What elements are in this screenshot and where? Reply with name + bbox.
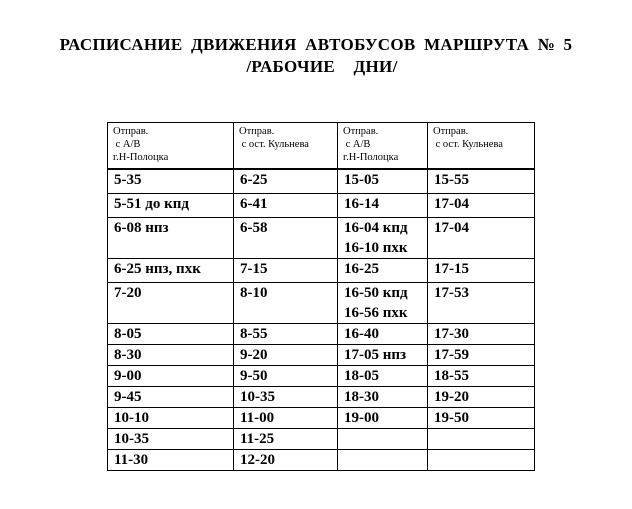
time-cell [338,194,428,218]
time-cell [428,387,535,408]
departure-time: 8-55 [240,326,268,342]
departure-time: 18-30 [344,389,379,405]
header-text: с ост. Кульнева [239,139,309,150]
departure-time: 6-25 нпз, пхк [114,261,201,277]
time-cell [338,324,428,345]
time-cell [338,218,428,259]
time-cell [428,283,535,324]
table-row [108,408,535,429]
table-row [108,218,535,259]
time-cell [428,345,535,366]
departure-time: 17-53 [434,285,469,301]
schedule-title [0,34,632,78]
time-cell [338,429,428,450]
time-cell [338,366,428,387]
time-cell [338,283,428,324]
departure-time: 9-50 [240,368,268,384]
departure-time: 6-25 [240,172,268,188]
header-text: Отправ. [343,126,379,137]
table-row [108,387,535,408]
table-row [108,169,535,194]
time-cell [338,450,428,471]
time-cell [108,387,234,408]
departure-time: 16-10 пхк [344,240,408,256]
departure-time: 10-10 [114,410,149,426]
time-cell [428,259,535,283]
table-row [108,450,535,471]
header-text: с А/В [343,139,371,150]
time-cell [338,345,428,366]
time-cell [338,169,428,194]
departure-time: 6-41 [240,196,268,212]
header-text: Отправ. [433,126,469,137]
departure-time: 17-15 [434,261,469,277]
departure-time: 16-40 [344,326,379,342]
departure-time: 15-55 [434,172,469,188]
time-cell [338,259,428,283]
table-row [108,345,535,366]
time-cell [108,194,234,218]
departure-time: 8-30 [114,347,142,363]
departure-time: 10-35 [240,389,275,405]
table-row [108,283,535,324]
time-cell [234,345,338,366]
departure-time: 6-58 [240,220,268,236]
time-cell [108,218,234,259]
time-cell [234,324,338,345]
departure-time: 18-05 [344,368,379,384]
departure-time: 9-45 [114,389,142,405]
time-cell [428,429,535,450]
departure-time: 15-05 [344,172,379,188]
time-cell [428,450,535,471]
departure-time: 16-25 [344,261,379,277]
departure-time: 8-10 [240,285,268,301]
table-row [108,259,535,283]
departure-time: 6-08 нпз [114,220,169,236]
header-text: с ост. Кульнева [433,139,503,150]
departure-time: 16-56 пхк [344,305,408,321]
departure-time: 19-00 [344,410,379,426]
table-row [108,366,535,387]
header-cell-departure-bus-station [338,123,428,170]
departure-time: 5-51 до кпд [114,196,189,212]
time-cell [108,169,234,194]
departure-time: 17-05 нпз [344,347,407,363]
time-cell [108,283,234,324]
schedule-body [108,169,535,471]
departure-time: 17-04 [434,220,469,236]
time-cell [108,324,234,345]
departure-time: 10-35 [114,431,149,447]
schedule-table [107,122,535,471]
time-cell [108,429,234,450]
departure-time: 5-35 [114,172,142,188]
header-text: Отправ. [239,126,275,137]
time-cell [428,194,535,218]
title-line-1: РАСПИСАНИЕ ДВИЖЕНИЯ АВТОБУСОВ МАРШРУТА № 5 [59,35,573,54]
departure-time: 17-30 [434,326,469,342]
departure-time: 9-20 [240,347,268,363]
time-cell [234,194,338,218]
time-cell [338,387,428,408]
title-line-2: /РАБОЧИЕ ДНИ/ [246,57,398,76]
departure-time: 9-00 [114,368,142,384]
departure-time: 11-00 [240,410,275,426]
departure-time: 19-20 [434,389,469,405]
header-text: Отправ. [113,126,149,137]
header-text: с А/В [113,139,141,150]
time-cell [234,387,338,408]
table-row [108,429,535,450]
departure-time: 17-04 [434,196,469,212]
time-cell [338,408,428,429]
departure-time: 16-50 кпд [344,285,408,301]
time-cell [428,408,535,429]
header-text: г.Н-Полоцка [113,152,169,163]
time-cell [428,218,535,259]
time-cell [234,429,338,450]
time-cell [108,450,234,471]
departure-time: 8-05 [114,326,142,342]
table-row [108,194,535,218]
time-cell [428,324,535,345]
time-cell [428,169,535,194]
departure-time: 18-55 [434,368,469,384]
header-text: г.Н-Полоцка [343,152,399,163]
departure-time: 16-04 кпд [344,220,408,236]
departure-time: 11-30 [114,452,149,468]
time-cell [234,169,338,194]
table-row [108,324,535,345]
time-cell [234,283,338,324]
departure-time: 12-20 [240,452,275,468]
departure-time: 17-59 [434,347,469,363]
header-cell-departure-kulneva [234,123,338,170]
time-cell [108,345,234,366]
time-cell [428,366,535,387]
time-cell [108,366,234,387]
departure-time: 7-20 [114,285,142,301]
time-cell [234,259,338,283]
time-cell [234,408,338,429]
header-cell-departure-bus-station [108,123,234,170]
header-cell-departure-kulneva [428,123,535,170]
header-row [108,123,535,170]
departure-time: 7-15 [240,261,268,277]
departure-time: 16-14 [344,196,379,212]
departure-time: 11-25 [240,431,275,447]
time-cell [234,366,338,387]
time-cell [234,218,338,259]
time-cell [108,259,234,283]
time-cell [234,450,338,471]
time-cell [108,408,234,429]
departure-time: 19-50 [434,410,469,426]
